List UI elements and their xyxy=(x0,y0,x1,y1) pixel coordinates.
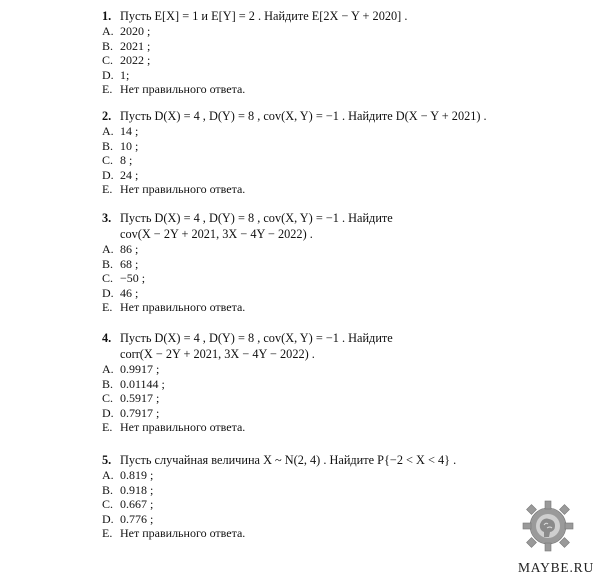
answer-option xyxy=(102,271,582,286)
option-letter: E. xyxy=(102,526,113,541)
option-text: 46 ; xyxy=(120,285,139,300)
option-text: 0.776 ; xyxy=(120,511,154,526)
answer-option xyxy=(102,24,582,39)
question-number: 4. xyxy=(102,331,112,345)
option-text: 0.7917 ; xyxy=(120,405,160,420)
option-text: Нет правильного ответа. xyxy=(120,300,246,315)
option-text: Нет правильного ответа. xyxy=(120,182,246,197)
question-number: 3. xyxy=(102,211,112,225)
option-text: 2021 ; xyxy=(120,38,151,53)
option-letter: C. xyxy=(102,271,114,286)
option-letter: D. xyxy=(102,285,114,300)
option-text: −50 ; xyxy=(120,271,146,286)
option-letter: C. xyxy=(102,391,114,406)
option-letter: C. xyxy=(102,53,114,68)
answer-option xyxy=(102,242,582,257)
option-letter: E. xyxy=(102,300,113,315)
option-text: 0.5917 ; xyxy=(120,391,160,406)
option-letter: D. xyxy=(102,405,114,420)
question-4 xyxy=(102,330,582,435)
watermark-text: MAYBE.RU xyxy=(517,560,594,575)
option-text: 0.9917 ; xyxy=(120,362,160,376)
option-letter: A. xyxy=(102,362,114,376)
answer-option xyxy=(102,468,582,483)
answer-option xyxy=(102,82,582,97)
question-text-continuation: corr(X − 2Y + 2021, 3X − 4Y − 2022) . xyxy=(120,347,315,361)
question-number: 2. xyxy=(102,109,112,123)
option-letter: B. xyxy=(102,376,114,391)
question-text: Пусть E[X] = 1 и E[Y] = 2 . Найдите E[2X − Y + 2020] . xyxy=(120,9,408,23)
answer-option xyxy=(102,257,582,272)
question-5 xyxy=(102,452,582,541)
option-letter: B. xyxy=(102,256,114,271)
answer-option xyxy=(102,497,582,512)
question-number: 1. xyxy=(102,9,112,23)
option-text: 86 ; xyxy=(120,242,139,256)
option-letter: D. xyxy=(102,67,114,82)
option-text: 2022 ; xyxy=(120,53,151,68)
answer-option xyxy=(102,68,582,83)
option-letter: A. xyxy=(102,24,114,38)
question-2 xyxy=(102,108,582,197)
option-letter: B. xyxy=(102,482,114,497)
answer-option xyxy=(102,139,582,154)
option-letter: A. xyxy=(102,124,114,138)
option-letter: E. xyxy=(102,420,113,435)
question-number: 5. xyxy=(102,453,112,467)
option-letter: B. xyxy=(102,138,114,153)
option-letter: D. xyxy=(102,511,114,526)
answer-option xyxy=(102,124,582,139)
answer-option xyxy=(102,153,582,168)
answer-option xyxy=(102,483,582,498)
question-text: Пусть D(X) = 4 , D(Y) = 8 , cov(X, Y) = −1 . Найдите xyxy=(120,331,393,345)
option-text: 0.918 ; xyxy=(120,482,154,497)
option-text: Нет правильного ответа. xyxy=(120,82,246,97)
option-text: Нет правильного ответа. xyxy=(120,526,246,541)
answer-option xyxy=(102,182,582,197)
option-letter: A. xyxy=(102,468,114,482)
option-text: 0.667 ; xyxy=(120,497,154,512)
question-text: Пусть D(X) = 4 , D(Y) = 8 , cov(X, Y) = −1 . Найдите xyxy=(120,211,393,225)
question-1 xyxy=(102,8,582,97)
question-text: Пусть случайная величина X ~ N(2, 4) . Найдите P{−2 < X < 4} . xyxy=(120,453,457,467)
option-text: 0.819 ; xyxy=(120,468,154,482)
option-text: 0.01144 ; xyxy=(120,376,165,391)
option-text: 10 ; xyxy=(120,138,139,153)
option-text: Нет правильного ответа. xyxy=(120,420,246,435)
answer-option xyxy=(102,168,582,183)
option-text: 68 ; xyxy=(120,256,139,271)
option-letter: E. xyxy=(102,182,113,197)
option-letter: C. xyxy=(102,497,114,512)
option-text: 2020 ; xyxy=(120,24,151,38)
question-text-continuation: cov(X − 2Y + 2021, 3X − 4Y − 2022) . xyxy=(120,227,313,241)
answer-option xyxy=(102,406,582,421)
option-letter: C. xyxy=(102,153,114,168)
answer-option xyxy=(102,286,582,301)
answer-option xyxy=(102,362,582,377)
answer-option xyxy=(102,300,582,315)
option-letter: E. xyxy=(102,82,113,97)
answer-option xyxy=(102,391,582,406)
question-3 xyxy=(102,210,582,315)
question-text: Пусть D(X) = 4 , D(Y) = 8 , cov(X, Y) = −1 . Найдите D(X − Y + 2021) . xyxy=(120,109,487,123)
option-text: 1; xyxy=(120,67,130,82)
option-text: 24 ; xyxy=(120,167,139,182)
gear-brain-logo-icon xyxy=(520,498,576,554)
option-text: 14 ; xyxy=(120,124,139,138)
option-letter: A. xyxy=(102,242,114,256)
answer-option xyxy=(102,377,582,392)
answer-option xyxy=(102,420,582,435)
answer-option xyxy=(102,39,582,54)
answer-option xyxy=(102,53,582,68)
option-letter: B. xyxy=(102,38,114,53)
answer-option xyxy=(102,512,582,527)
answer-option xyxy=(102,526,582,541)
option-letter: D. xyxy=(102,167,114,182)
option-text: 8 ; xyxy=(120,153,133,168)
